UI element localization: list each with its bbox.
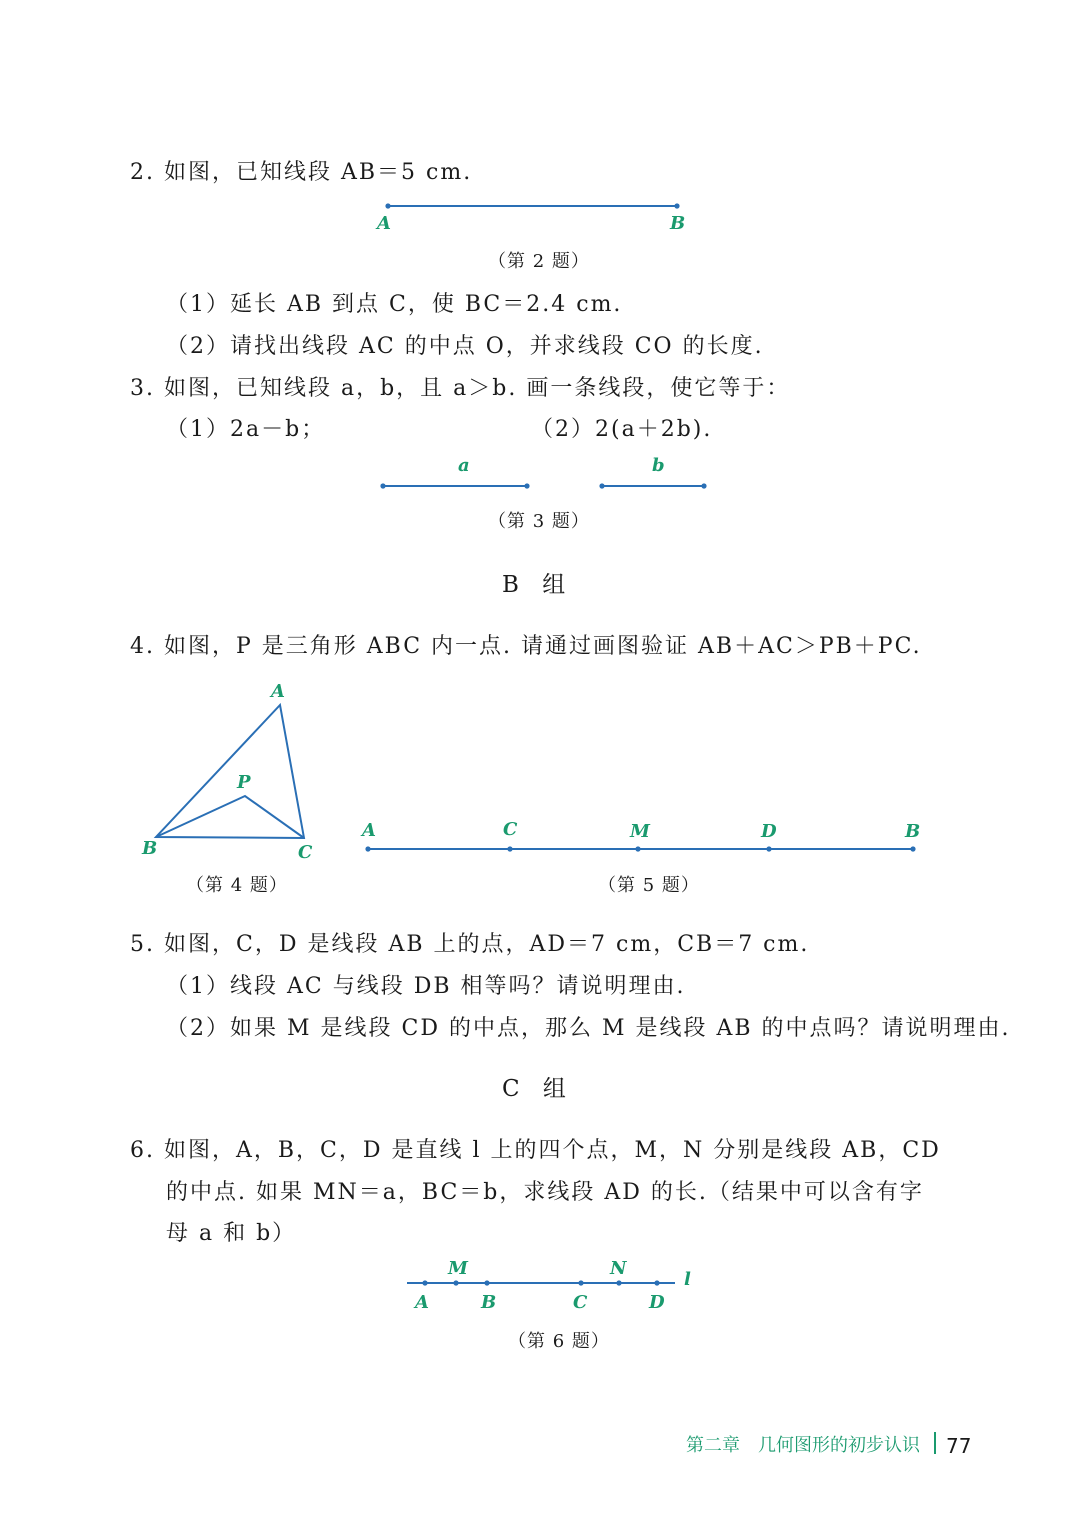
q3-point xyxy=(380,483,385,488)
q2-label-a: A xyxy=(377,213,391,234)
q5-figure xyxy=(360,819,920,852)
q2-part2: （2）请找出线段 AC 的中点 O，并求线段 CO 的长度. xyxy=(166,334,764,359)
q2-label-b: B xyxy=(670,213,686,234)
q2-point-a xyxy=(385,203,390,208)
q4-triangle-abc xyxy=(156,705,304,838)
q3-caption: （第 3 题） xyxy=(488,511,590,532)
q6-label-m: M xyxy=(448,1258,468,1279)
q6-label-b: B xyxy=(481,1292,497,1313)
q4-caption: （第 4 题） xyxy=(186,875,288,896)
q4-figure xyxy=(141,681,313,863)
q4-lines-pb-pc xyxy=(156,796,304,838)
q5-label-d: D xyxy=(761,821,777,842)
q5-label-a: A xyxy=(362,820,376,841)
q3-point xyxy=(701,483,706,488)
q5-part2: （2）如果 M 是线段 CD 的中点，那么 M 是线段 AB 的中点吗？请说明理由. xyxy=(166,1016,1011,1041)
q6-label-a: A xyxy=(415,1292,429,1313)
q2-caption: （第 2 题） xyxy=(488,251,590,272)
footer-divider xyxy=(934,1432,936,1454)
q6-label-l: l xyxy=(684,1269,691,1290)
q5-label-m: M xyxy=(630,821,650,842)
q3-label-a: a xyxy=(458,455,470,476)
q2-point-b xyxy=(674,203,679,208)
q6-point-m xyxy=(453,1280,458,1285)
group-b-heading: B 组 xyxy=(502,572,574,598)
q6-figure xyxy=(407,1258,691,1313)
q5-label-b: B xyxy=(905,821,921,842)
q2-figure xyxy=(375,203,685,234)
q2-stem: 2. 如图，已知线段 AB＝5 cm. xyxy=(130,160,473,185)
q6-line1: 6. 如图，A，B，C，D 是直线 l 上的四个点，M，N 分别是线段 AB，CD xyxy=(130,1138,941,1163)
q6-point-a xyxy=(422,1280,427,1285)
q3-part2: （2）2(a＋2b). xyxy=(531,417,713,442)
q3-label-b: b xyxy=(652,455,665,476)
q6-label-n: N xyxy=(610,1258,627,1279)
group-c-heading: C 组 xyxy=(502,1076,574,1102)
q6-point-c xyxy=(578,1280,583,1285)
footer-chapter-title: 第二章 几何图形的初步认识 xyxy=(686,1435,920,1456)
q5-caption: （第 5 题） xyxy=(598,875,700,896)
q6-caption: （第 6 题） xyxy=(508,1331,610,1352)
q5-label-c: C xyxy=(503,819,518,840)
q5-point-m xyxy=(635,846,640,851)
q4-label-c: C xyxy=(298,842,313,863)
q2-part1: （1）延长 AB 到点 C，使 BC＝2.4 cm. xyxy=(166,292,623,317)
q5-point-d xyxy=(766,846,771,851)
q6-line2: 的中点. 如果 MN＝a，BC＝b，求线段 AD 的长.（结果中可以含有字 xyxy=(166,1180,924,1205)
q4-label-a: A xyxy=(271,681,285,702)
q5-stem: 5. 如图，C，D 是线段 AB 上的点，AD＝7 cm，CB＝7 cm. xyxy=(130,932,810,957)
q5-part1: （1）线段 AC 与线段 DB 相等吗？请说明理由. xyxy=(166,974,686,999)
q3-point xyxy=(599,483,604,488)
q4-label-p: P xyxy=(237,772,251,793)
q6-point-b xyxy=(484,1280,489,1285)
q6-line3: 母 a 和 b） xyxy=(166,1221,297,1246)
q6-point-d xyxy=(654,1280,659,1285)
q3-stem: 3. 如图，已知线段 a，b，且 a＞b. 画一条线段，使它等于： xyxy=(130,376,791,401)
q5-point-a xyxy=(365,846,370,851)
q3-part1: （1）2a－b； xyxy=(166,417,326,442)
page-number: 77 xyxy=(946,1434,972,1458)
q6-point-n xyxy=(616,1280,621,1285)
q6-label-c: C xyxy=(573,1292,588,1313)
q4-label-b: B xyxy=(142,838,158,859)
q3-point xyxy=(524,483,529,488)
q5-point-b xyxy=(910,846,915,851)
q4-stem: 4. 如图，P 是三角形 ABC 内一点. 请通过画图验证 AB＋AC＞PB＋PC. xyxy=(130,634,922,659)
q5-point-c xyxy=(507,846,512,851)
q6-label-d: D xyxy=(649,1292,665,1313)
q3-figure xyxy=(380,455,706,489)
